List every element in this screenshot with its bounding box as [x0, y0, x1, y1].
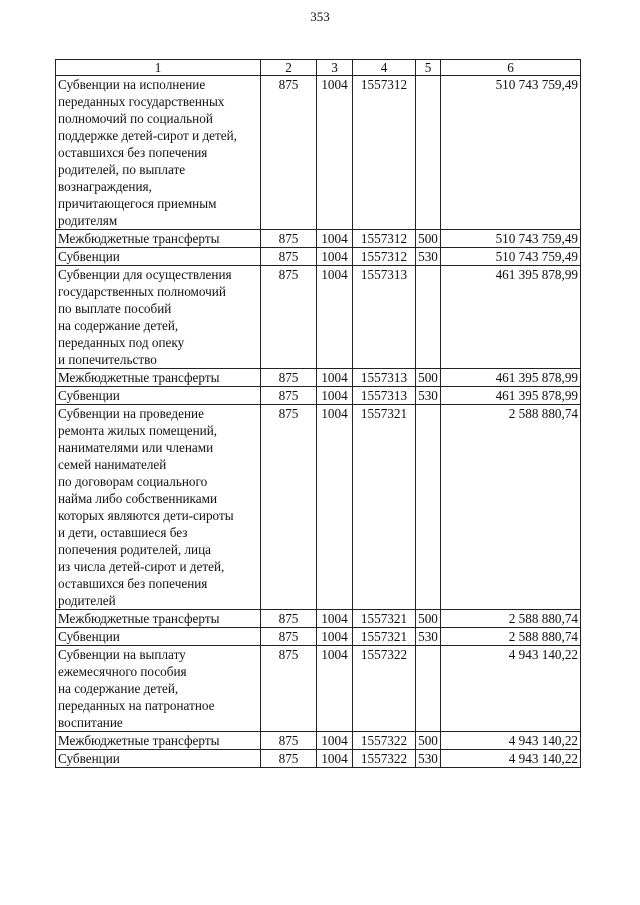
- row-name-line: переданных на патронатное: [58, 698, 215, 713]
- row-section-cell: 1004: [317, 732, 353, 750]
- row-name-line: Субвенции на исполнение: [58, 77, 206, 92]
- row-section-cell: 1004: [317, 387, 353, 405]
- row-name-line: полномочий по социальной: [58, 111, 213, 126]
- row-name-cell: [56, 405, 261, 610]
- header-col-6: 6: [441, 60, 581, 76]
- table-row: [56, 266, 581, 369]
- row-name-line: причитающегося приемным: [58, 196, 217, 211]
- row-section-cell: 1004: [317, 610, 353, 628]
- row-name-line: поддержке детей-сирот и детей,: [58, 128, 237, 143]
- row-name-line: Субвенции на выплату: [58, 647, 186, 662]
- row-section-cell: 1004: [317, 76, 353, 230]
- row-name-line: Субвенции на проведение: [58, 406, 204, 421]
- row-name-cell: [56, 628, 261, 646]
- row-amount-cell: 4 943 140,22: [441, 646, 581, 732]
- table-row: [56, 248, 581, 266]
- row-name-line: родителей, по выплате: [58, 162, 186, 177]
- row-type-cell: 530: [416, 387, 441, 405]
- row-name-line: нанимателями или членами: [58, 440, 214, 455]
- row-type-cell: 530: [416, 628, 441, 646]
- row-code-cell: 875: [261, 248, 317, 266]
- row-name-line: семей нанимателей: [58, 457, 167, 472]
- row-name-cell: [56, 369, 261, 387]
- row-type-cell: 500: [416, 732, 441, 750]
- row-name-line: и дети, оставшиеся без: [58, 525, 188, 540]
- row-target-cell: 1557322: [353, 750, 416, 768]
- row-type-cell: 500: [416, 610, 441, 628]
- table-row: [56, 732, 581, 750]
- row-amount-cell: 2 588 880,74: [441, 610, 581, 628]
- row-section-cell: 1004: [317, 750, 353, 768]
- row-name-line: переданных под опеку: [58, 335, 185, 350]
- table-row: [56, 750, 581, 768]
- row-name-line: Субвенции: [58, 249, 120, 264]
- header-col-1: 1: [56, 60, 261, 76]
- table-row: [56, 387, 581, 405]
- row-name-line: ремонта жилых помещений,: [58, 423, 218, 438]
- row-name-line: Межбюджетные трансферты: [58, 370, 220, 385]
- row-code-cell: 875: [261, 405, 317, 610]
- page-number: 353: [310, 9, 330, 24]
- row-name-line: попечения родителей, лица: [58, 542, 212, 557]
- row-name-line: переданных государственных: [58, 94, 225, 109]
- row-section-cell: 1004: [317, 266, 353, 369]
- header-col-3: 3: [317, 60, 353, 76]
- row-type-cell: [416, 405, 441, 610]
- row-name-line: на содержание детей,: [58, 318, 179, 333]
- row-amount-cell: 2 588 880,74: [441, 405, 581, 610]
- row-target-cell: 1557313: [353, 266, 416, 369]
- row-name-line: оставшихся без попечения: [58, 576, 208, 591]
- budget-table: [55, 59, 581, 768]
- row-section-cell: 1004: [317, 248, 353, 266]
- row-name-cell: [56, 230, 261, 248]
- row-name-cell: [56, 750, 261, 768]
- row-section-cell: 1004: [317, 230, 353, 248]
- row-name-cell: [56, 646, 261, 732]
- row-name-cell: [56, 610, 261, 628]
- row-name-cell: [56, 248, 261, 266]
- row-section-cell: 1004: [317, 646, 353, 732]
- row-code-cell: 875: [261, 266, 317, 369]
- row-type-cell: 500: [416, 369, 441, 387]
- row-name-line: из числа детей-сирот и детей,: [58, 559, 225, 574]
- row-amount-cell: 510 743 759,49: [441, 76, 581, 230]
- row-name-line: вознаграждения,: [58, 179, 152, 194]
- table-row: [56, 405, 581, 610]
- table-row: [56, 369, 581, 387]
- row-name-line: воспитание: [58, 715, 123, 730]
- row-name-line: которых являются дети-сироты: [58, 508, 234, 523]
- row-name-line: найма либо собственниками: [58, 491, 218, 506]
- table-row: [56, 628, 581, 646]
- row-amount-cell: 461 395 878,99: [441, 387, 581, 405]
- row-section-cell: 1004: [317, 628, 353, 646]
- row-code-cell: 875: [261, 610, 317, 628]
- row-code-cell: 875: [261, 732, 317, 750]
- row-name-line: Межбюджетные трансферты: [58, 733, 220, 748]
- row-code-cell: 875: [261, 369, 317, 387]
- row-type-cell: 500: [416, 230, 441, 248]
- row-type-cell: 530: [416, 750, 441, 768]
- header-col-2: 2: [261, 60, 317, 76]
- header-col-5: 5: [416, 60, 441, 76]
- row-name-line: родителей: [58, 593, 116, 608]
- row-name-line: государственных полномочий: [58, 284, 226, 299]
- row-target-cell: 1557321: [353, 628, 416, 646]
- row-name-cell: [56, 266, 261, 369]
- row-section-cell: 1004: [317, 369, 353, 387]
- row-type-cell: 530: [416, 248, 441, 266]
- row-target-cell: 1557321: [353, 405, 416, 610]
- row-name-cell: [56, 76, 261, 230]
- table-row: [56, 230, 581, 248]
- row-code-cell: 875: [261, 387, 317, 405]
- row-code-cell: 875: [261, 628, 317, 646]
- row-name-line: ежемесячного пособия: [58, 664, 187, 679]
- row-target-cell: 1557312: [353, 76, 416, 230]
- row-target-cell: 1557322: [353, 732, 416, 750]
- row-code-cell: 875: [261, 230, 317, 248]
- row-code-cell: 875: [261, 76, 317, 230]
- row-code-cell: 875: [261, 750, 317, 768]
- row-name-line: Субвенции: [58, 629, 120, 644]
- row-name-cell: [56, 387, 261, 405]
- row-name-line: Субвенции: [58, 751, 120, 766]
- row-amount-cell: 4 943 140,22: [441, 750, 581, 768]
- row-type-cell: [416, 646, 441, 732]
- row-amount-cell: 510 743 759,49: [441, 248, 581, 266]
- row-amount-cell: 4 943 140,22: [441, 732, 581, 750]
- row-code-cell: 875: [261, 646, 317, 732]
- row-name-line: по договорам социального: [58, 474, 208, 489]
- table-body: [56, 76, 581, 768]
- row-name-line: Субвенции: [58, 388, 120, 403]
- row-section-cell: 1004: [317, 405, 353, 610]
- row-name-cell: [56, 732, 261, 750]
- row-amount-cell: 2 588 880,74: [441, 628, 581, 646]
- row-name-line: Межбюджетные трансферты: [58, 231, 220, 246]
- row-target-cell: 1557321: [353, 610, 416, 628]
- row-target-cell: 1557312: [353, 230, 416, 248]
- row-name-line: на содержание детей,: [58, 681, 179, 696]
- row-name-line: Субвенции для осуществления: [58, 267, 232, 282]
- row-amount-cell: 461 395 878,99: [441, 369, 581, 387]
- row-amount-cell: 510 743 759,49: [441, 230, 581, 248]
- table-row: [56, 646, 581, 732]
- row-name-line: Межбюджетные трансферты: [58, 611, 220, 626]
- table-row: [56, 610, 581, 628]
- row-target-cell: 1557322: [353, 646, 416, 732]
- row-target-cell: 1557312: [353, 248, 416, 266]
- row-target-cell: 1557313: [353, 387, 416, 405]
- row-type-cell: [416, 76, 441, 230]
- row-type-cell: [416, 266, 441, 369]
- table-row: [56, 76, 581, 230]
- row-name-line: родителям: [58, 213, 118, 228]
- row-name-line: оставшихся без попечения: [58, 145, 208, 160]
- row-target-cell: 1557313: [353, 369, 416, 387]
- table-header-row: [56, 60, 581, 76]
- row-name-line: и попечительство: [58, 352, 157, 367]
- header-col-4: 4: [353, 60, 416, 76]
- row-name-line: по выплате пособий: [58, 301, 172, 316]
- row-amount-cell: 461 395 878,99: [441, 266, 581, 369]
